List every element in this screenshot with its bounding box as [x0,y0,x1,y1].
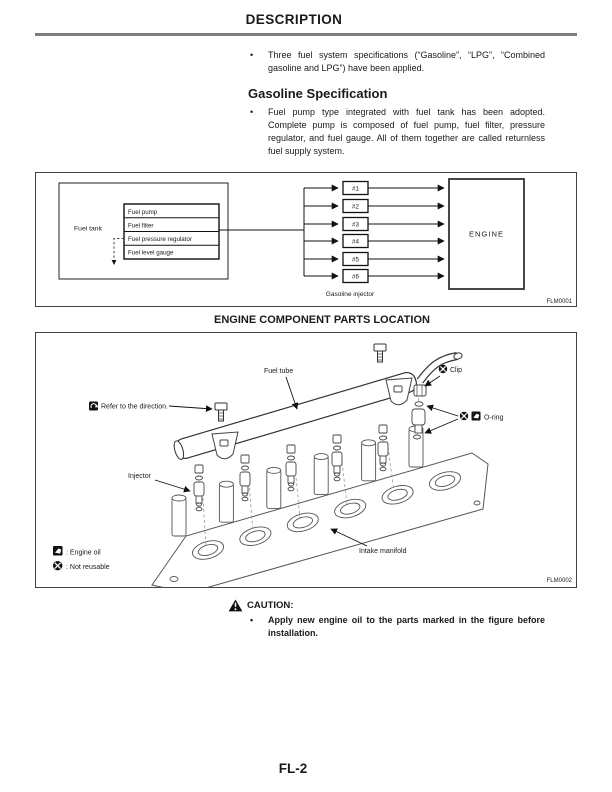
fuel-tank-label: Fuel tank [74,225,102,233]
engine-oil-icon [53,546,63,556]
fuel-system-diagram [35,172,577,307]
caution-bullet [250,614,545,640]
caution-warning-icon [228,599,243,617]
intake-manifold-label: Intake manifold [359,548,407,555]
rail-bolt-right [374,344,386,362]
bullet-marker: • [250,615,254,625]
injector-1: #1 [352,185,359,193]
legend-not-reusable: : Not reusable [66,563,110,571]
not-reusable-icon [460,412,468,420]
refer-direction-label: Refer to the direction. [101,403,168,411]
legend-engine-oil: : Engine oil [66,549,101,557]
fuel-system-diagram-svg [36,173,576,306]
component-fuel-pump: Fuel pump [128,208,158,216]
caution-title: CAUTION: [247,600,294,611]
component-fuel-filter: Fuel filter [128,222,154,230]
figure2-id: FLM0002 [546,578,572,584]
page-number: FL-2 [278,761,308,776]
injector-boxes [343,182,368,283]
figure1-id: FLM0001 [546,299,572,305]
rail-bolt-left [215,403,227,421]
injector-5: #5 [352,256,359,264]
engine-parts-diagram-svg [36,333,576,587]
direction-icon [89,402,98,411]
clip-label: Clip [450,367,463,374]
injector-3: #3 [352,221,359,229]
not-reusable-icon [439,365,447,373]
intro-bullet-2 [250,106,545,158]
injector-4: #4 [352,238,359,246]
engine-component-parts-location-heading: ENGINE COMPONENT PARTS LOCATION [214,314,430,326]
engine-label: ENGINE [468,229,505,239]
bullet-marker: • [250,50,254,60]
gasoline-specification-heading: Gasoline Specification [248,86,388,101]
engine-oil-icon [472,412,481,421]
component-fuel-level-gauge: Fuel level gauge [128,249,174,257]
bullet-marker: • [250,107,254,117]
gasoline-injector-caption: Gasoline injector [325,291,375,298]
header-rule [35,33,577,36]
clip-part [414,385,426,396]
component-fuel-pressure-regulator: Fuel pressure regulator [128,236,192,243]
caution-bullet-text: Apply new engine oil to the parts marked in the figure before installation. [268,615,545,638]
fuel-tube-label: Fuel tube [264,368,294,375]
injector-label: Injector [128,473,151,480]
injector-6: #6 [352,273,359,281]
intro-bullet-1-text: Three fuel system specifications (“Gasoline”, “LPG”, “Combined gasoline and LPG”) have been applied. [268,50,545,73]
intro-bullet-2-text: Fuel pump type integrated with fuel tank has been adopted. Complete pump is composed of fuel pump, fuel filter, pressure regulator, and fuel gauge. All of them together are called returnless fuel supply system. [268,107,545,156]
not-reusable-icon [53,561,62,570]
page-title: DESCRIPTION [245,12,343,27]
engine-parts-diagram [35,332,577,588]
injector-2: #2 [352,203,359,211]
o-ring-label: O-ring [484,414,504,422]
intro-bullet-1 [250,49,545,75]
